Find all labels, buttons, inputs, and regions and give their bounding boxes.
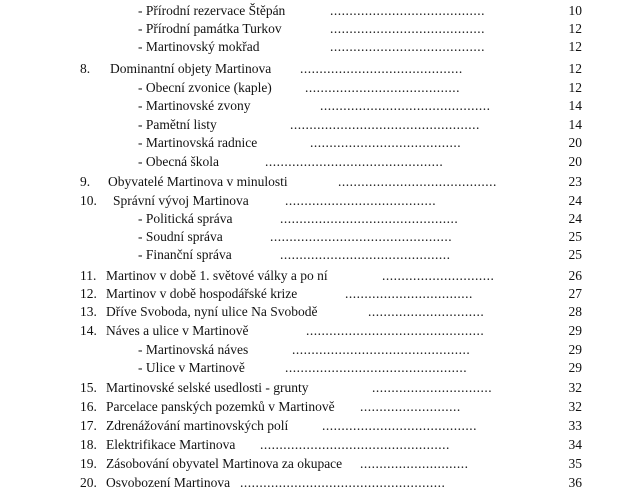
toc-entry-leader: .....................................................	[240, 475, 446, 490]
toc-entry-page-number: 29	[568, 323, 582, 338]
toc-entry-label: - Martinovská radnice	[138, 135, 258, 150]
toc-entry	[0, 398, 640, 416]
toc-entry	[0, 267, 640, 285]
toc-entry-page-number: 10	[568, 3, 582, 18]
toc-entry-page-number: 33	[568, 418, 582, 433]
toc-entry-label: Obyvatelé Martinova v minulosti	[108, 174, 288, 189]
toc-entry-leader: ............................	[360, 456, 469, 471]
toc-entry-label: Dříve Svoboda, nyní ulice Na Svobodě	[106, 304, 318, 319]
toc-entry-number: 19.	[80, 456, 97, 471]
toc-entry-number: 20.	[80, 475, 97, 490]
toc-entry-label: - Obecná škola	[138, 154, 219, 169]
toc-entry-leader: .............................	[382, 268, 495, 283]
toc-entry-leader: ............................................	[280, 247, 451, 262]
toc-entry-leader: ...............................................	[285, 360, 468, 375]
toc-entry-leader: .......................................	[310, 135, 462, 150]
toc-entry-leader: ............................................	[320, 98, 491, 113]
toc-entry-leader: ..............................................	[306, 323, 485, 338]
toc-entry	[0, 20, 640, 38]
toc-entry-page-number: 34	[568, 437, 582, 452]
toc-entry-leader: ..............................................	[292, 342, 471, 357]
toc-entry-page-number: 20	[568, 154, 582, 169]
toc-entry-number: 18.	[80, 437, 97, 452]
toc-entry-label: - Martinovská náves	[138, 342, 249, 357]
toc-entry-label: - Přírodní rezervace Štěpán	[138, 3, 286, 18]
toc-entry	[0, 192, 640, 210]
toc-entry-page-number: 29	[568, 342, 582, 357]
toc-entry-label: Správní vývoj Martinova	[113, 193, 249, 208]
toc-entry-label: - Pamětní listy	[138, 117, 217, 132]
toc-entry-label: Martinov v době hospodářské krize	[106, 286, 298, 301]
toc-entry-number: 17.	[80, 418, 97, 433]
toc-entry-page-number: 27	[568, 286, 582, 301]
toc-entry	[0, 173, 640, 191]
toc-entry-label: Elektrifikace Martinova	[106, 437, 236, 452]
toc-entry-leader: ........................................	[330, 39, 485, 54]
toc-entry-label: Dominantní objety Martinova	[110, 61, 272, 76]
toc-entry-number: 12.	[80, 286, 97, 301]
toc-entry-leader: .................................................	[290, 117, 480, 132]
toc-entry-page-number: 32	[568, 399, 582, 414]
toc-entry	[0, 228, 640, 246]
toc-entry-label: - Politická správa	[138, 211, 233, 226]
toc-entry-page-number: 12	[568, 80, 582, 95]
toc-entry-leader: ...............................................	[270, 229, 453, 244]
toc-entry-label: - Martinovské zvony	[138, 98, 251, 113]
toc-entry-number: 10.	[80, 193, 97, 208]
toc-entry-page-number: 28	[568, 304, 582, 319]
toc-entry-number: 16.	[80, 399, 97, 414]
toc-entry	[0, 38, 640, 56]
toc-entry-page-number: 25	[568, 247, 582, 262]
toc-entry-leader: .......................................	[285, 193, 437, 208]
toc-entry-label: - Přírodní památka Turkov	[138, 21, 282, 36]
toc-entry-number: 9.	[80, 174, 91, 189]
toc-entry-number: 15.	[80, 380, 97, 395]
toc-entry-page-number: 25	[568, 229, 582, 244]
toc-entry-number: 8.	[80, 61, 91, 76]
toc-entry-label: Osvobození Martinova	[106, 475, 231, 490]
toc-entry	[0, 436, 640, 454]
toc-entry-leader: ..............................................	[265, 154, 444, 169]
toc-entry-label: - Obecní zvonice (kaple)	[138, 80, 272, 95]
toc-entry-label: Martinovské selské usedlosti - grunty	[106, 380, 309, 395]
toc-entry-leader: .................................	[345, 286, 473, 301]
toc-entry-label: Martinov v době 1. světové války a po ní	[106, 268, 328, 283]
toc-entry-label: Zdrenážování martinovských polí	[106, 418, 289, 433]
toc-entry-label: - Ulice v Martinově	[138, 360, 245, 375]
toc-entry-page-number: 26	[568, 268, 582, 283]
toc-entry-leader: ..............................................	[280, 211, 459, 226]
toc-entry	[0, 97, 640, 115]
toc-entry	[0, 322, 640, 340]
toc-entry	[0, 79, 640, 97]
toc-entry-leader: ........................................	[322, 418, 477, 433]
toc-entry-page-number: 14	[568, 117, 582, 132]
toc-entry-page-number: 23	[568, 174, 582, 189]
toc-entry	[0, 210, 640, 228]
toc-entry-leader: ..............................	[368, 304, 485, 319]
toc-entry-label: - Martinovský mokřad	[138, 39, 260, 54]
toc-entry-page-number: 14	[568, 98, 582, 113]
toc-entry-label: - Finanční správa	[138, 247, 232, 262]
toc-entry-page-number: 32	[568, 380, 582, 395]
toc-entry	[0, 60, 640, 78]
toc-entry-label: Parcelace panských pozemků v Martinově	[106, 399, 335, 414]
toc-entry-label: - Soudní správa	[138, 229, 223, 244]
toc-entry	[0, 341, 640, 359]
toc-entry-page-number: 12	[568, 61, 582, 76]
toc-entry-number: 13.	[80, 304, 97, 319]
toc-entry-page-number: 12	[568, 21, 582, 36]
toc-entry-page-number: 20	[568, 135, 582, 150]
toc-entry	[0, 359, 640, 377]
toc-entry-page-number: 36	[568, 475, 582, 490]
toc-entry-label: Náves a ulice v Martinově	[106, 323, 249, 338]
toc-entry	[0, 2, 640, 20]
toc-entry-leader: ..........................	[360, 399, 461, 414]
toc-entry-leader: ........................................	[305, 80, 460, 95]
toc-entry	[0, 285, 640, 303]
toc-entry	[0, 134, 640, 152]
toc-entry-leader: ..........................................	[300, 61, 463, 76]
toc-entry	[0, 246, 640, 264]
toc-entry-label: Zásobování obyvatel Martinova za okupace	[106, 456, 343, 471]
toc-entry-leader: ........................................	[330, 3, 485, 18]
toc-entry	[0, 303, 640, 321]
toc-entry-page-number: 35	[568, 456, 582, 471]
toc-entry-number: 11.	[80, 268, 97, 283]
toc-entry-page-number: 24	[568, 193, 582, 208]
toc-entry	[0, 474, 640, 492]
toc-entry-leader: ...............................	[372, 380, 493, 395]
toc-entry-page-number: 24	[568, 211, 582, 226]
toc-entry	[0, 379, 640, 397]
toc-entry-page-number: 12	[568, 39, 582, 54]
toc-entry	[0, 116, 640, 134]
toc-entry-page-number: 29	[568, 360, 582, 375]
toc-entry-leader: .................................................	[260, 437, 450, 452]
toc-entry-number: 14.	[80, 323, 97, 338]
toc-entry	[0, 153, 640, 171]
toc-entry	[0, 455, 640, 473]
toc-entry-leader: .........................................	[338, 174, 497, 189]
toc-entry	[0, 417, 640, 435]
toc-entry-leader: ........................................	[330, 21, 485, 36]
